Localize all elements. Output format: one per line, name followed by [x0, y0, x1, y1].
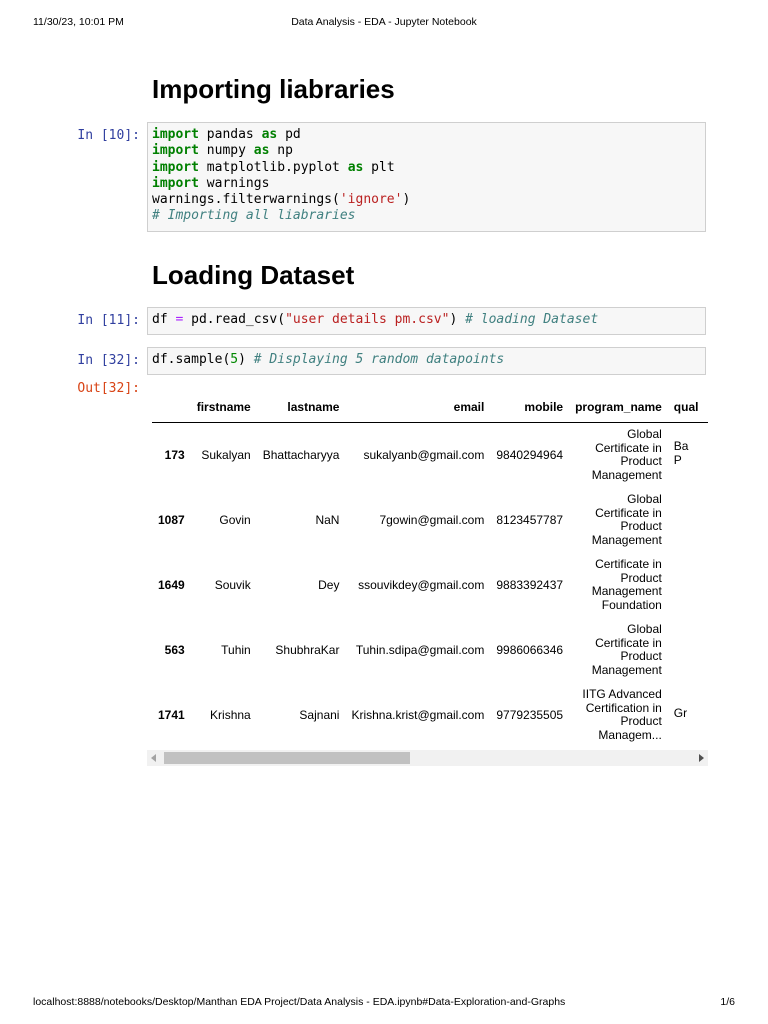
row-index: 1741	[158, 708, 185, 722]
cell-mobile: 9779235505	[496, 708, 564, 722]
row-index: 1087	[158, 513, 185, 527]
scrollbar-thumb[interactable]	[164, 752, 410, 764]
code-text: warnings	[198, 175, 270, 191]
number-literal: 5	[230, 352, 239, 367]
keyword: as	[253, 143, 270, 159]
row-index: 173	[164, 448, 185, 463]
column-header-firstname: firstname	[191, 392, 257, 423]
keyword: as	[261, 127, 278, 142]
cell-firstname: Sukalyan	[201, 448, 251, 463]
cell-email: 7gowin@gmail.com	[379, 513, 485, 527]
code-text: warnings.filterwarnings(	[152, 192, 340, 208]
cell-email: ssouvikdey@gmail.com	[358, 578, 485, 592]
page-number: 1/6	[720, 996, 735, 1008]
table-row	[152, 683, 708, 748]
keyword: as	[347, 159, 364, 175]
code-text: )	[238, 352, 254, 367]
cell-32-out-prompt: Out[32]:	[77, 381, 140, 396]
code-text: numpy	[198, 143, 254, 159]
code-cell-sample[interactable]	[147, 347, 706, 375]
cell-qual	[668, 553, 708, 618]
table-row	[152, 423, 708, 488]
code-line	[152, 352, 701, 368]
cell-mobile: 9986066346	[496, 643, 564, 657]
heading-importing-libraries: Importing liabraries	[152, 74, 395, 104]
cell-32-prompt: In [32]:	[77, 353, 140, 368]
keyword: import	[152, 175, 199, 191]
table-row	[152, 618, 708, 683]
scroll-right-arrow-icon[interactable]	[699, 754, 704, 762]
code-comment: # Importing all liabraries	[152, 208, 356, 224]
cell-mobile: 9840294964	[496, 448, 564, 463]
column-header-mobile: mobile	[490, 392, 569, 423]
cell-program-name	[569, 488, 668, 553]
program-name-text: IITG Advanced Certification in Product Managem...	[582, 687, 662, 742]
program-name-text: Certificate in Product Management Foundation	[591, 557, 662, 612]
print-header	[33, 16, 735, 30]
cell-lastname: Bhattacharyya	[262, 448, 340, 463]
cell-qual	[668, 683, 708, 748]
code-line	[152, 176, 701, 192]
code-text: )	[402, 192, 411, 208]
cell-11-prompt: In [11]:	[77, 313, 140, 328]
heading-loading-dataset: Loading Dataset	[152, 260, 355, 290]
cell-email: Krishna.krist@gmail.com	[351, 708, 485, 722]
print-datetime: 11/30/23, 10:01 PM	[33, 16, 124, 28]
code-line	[152, 192, 701, 208]
column-header-email: email	[345, 392, 490, 423]
code-line	[152, 160, 701, 176]
code-text: matplotlib.pyplot	[198, 159, 348, 175]
print-footer	[33, 996, 735, 1010]
cell-mobile: 9883392437	[496, 578, 564, 592]
program-name-text: Global Certificate in Product Management	[591, 427, 662, 482]
cell-lastname: Sajnani	[299, 708, 340, 722]
cell-lastname: ShubhraKar	[275, 643, 340, 657]
scroll-left-arrow-icon[interactable]	[151, 754, 156, 762]
keyword: import	[152, 143, 199, 159]
horizontal-scrollbar[interactable]	[147, 750, 708, 766]
code-cell-imports[interactable]	[147, 122, 706, 232]
string-literal: 'ignore'	[339, 192, 403, 208]
code-line	[152, 208, 701, 224]
program-name-text: Global Certificate in Product Management	[591, 492, 662, 547]
code-line	[152, 127, 701, 143]
dataframe-table	[152, 392, 708, 748]
program-name-text: Global Certificate in Product Management	[591, 622, 662, 677]
code-text: pandas	[198, 127, 262, 142]
code-text: pd.read_csv(	[183, 312, 286, 327]
cell-firstname: Tuhin	[221, 643, 251, 657]
table-row	[152, 553, 708, 618]
column-header-program-name: program_name	[569, 392, 668, 423]
code-line	[152, 312, 701, 328]
code-text: df.sample(	[152, 352, 231, 367]
cell-program-name	[569, 553, 668, 618]
qual-text: Gr	[673, 706, 688, 720]
table-header-row	[152, 392, 708, 423]
column-header-index	[152, 392, 191, 423]
code-text: )	[449, 312, 466, 327]
qual-text: Ba P	[673, 440, 689, 467]
code-line	[152, 143, 701, 159]
cell-mobile: 8123457787	[496, 513, 564, 527]
column-header-lastname: lastname	[257, 392, 346, 423]
code-cell-load-csv[interactable]	[147, 307, 706, 335]
print-url: localhost:8888/notebooks/Desktop/Manthan EDA Project/Data Analysis - EDA.ipynb#Data-Exploration-and-Graphs	[33, 996, 566, 1008]
cell-email: sukalyanb@gmail.com	[363, 448, 485, 463]
cell-program-name	[569, 423, 668, 488]
output-area	[147, 388, 708, 768]
keyword: import	[152, 159, 199, 175]
code-text: df	[152, 312, 176, 327]
cell-firstname: Govin	[219, 513, 251, 527]
cell-10-prompt: In [10]:	[77, 128, 140, 143]
code-comment: # Displaying 5 random datapoints	[253, 352, 505, 367]
cell-email: Tuhin.sdipa@gmail.com	[355, 643, 485, 657]
cell-lastname: Dey	[318, 578, 340, 592]
table-row	[152, 488, 708, 553]
cell-qual	[668, 488, 708, 553]
cell-lastname: NaN	[315, 513, 340, 527]
print-title: Data Analysis - EDA - Jupyter Notebook	[291, 16, 477, 28]
operator: =	[175, 312, 184, 327]
cell-firstname: Souvik	[214, 578, 251, 592]
code-comment: # loading Dataset	[465, 312, 599, 327]
cell-program-name	[569, 683, 668, 748]
code-text: pd	[277, 127, 301, 142]
column-header-qual: qual	[668, 392, 708, 423]
code-text: np	[269, 143, 293, 159]
cell-firstname: Krishna	[210, 708, 251, 722]
row-index: 1649	[158, 578, 185, 592]
cell-qual	[668, 423, 708, 488]
row-index: 563	[164, 643, 185, 657]
code-text: plt	[363, 159, 395, 175]
keyword: import	[152, 127, 199, 142]
string-literal: "user details pm.csv"	[285, 312, 450, 327]
cell-qual	[668, 618, 708, 683]
cell-program-name	[569, 618, 668, 683]
